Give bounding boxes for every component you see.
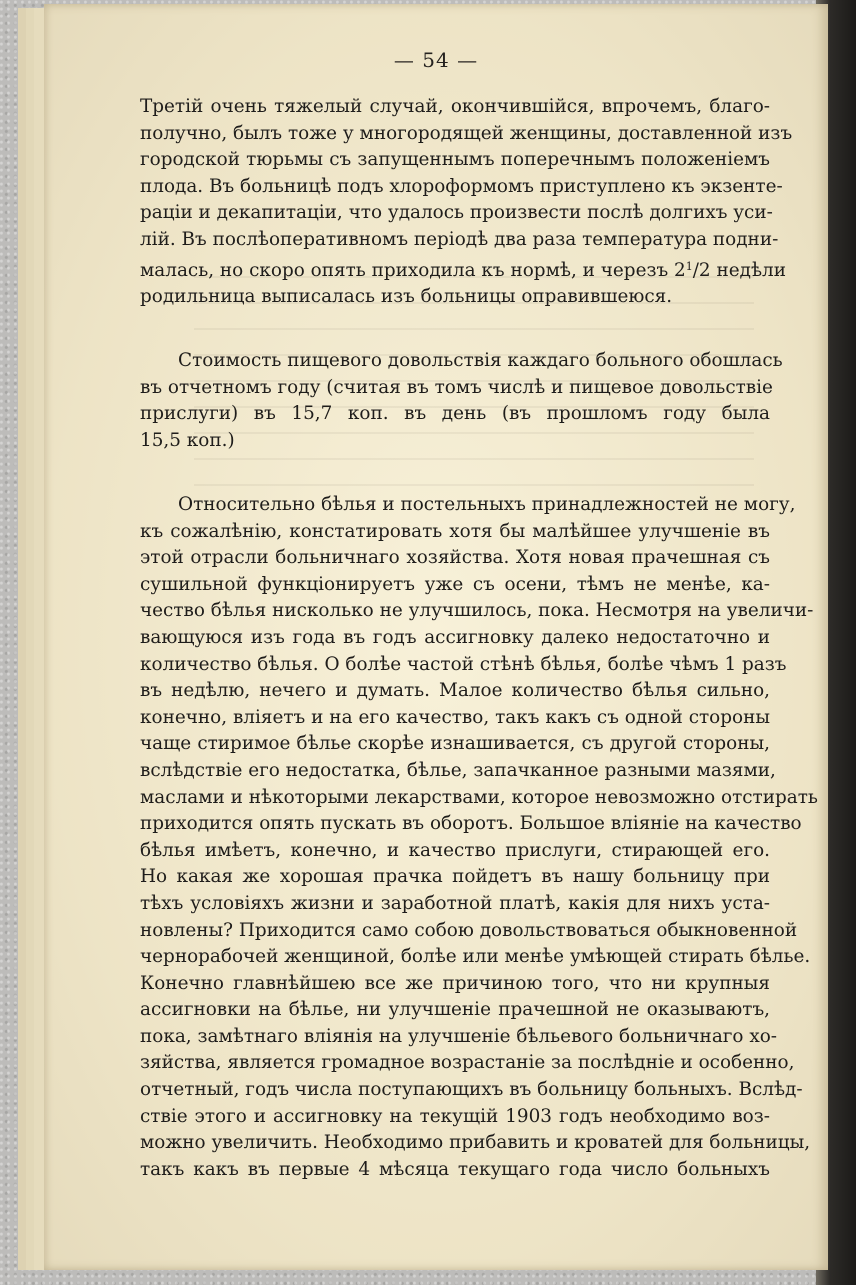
text-line: сушильной функціонируетъ уже съ осени, тѣмъ не менѣе, ка- xyxy=(140,573,770,595)
text-line: въ недѣлю, нечего и думать. Малое количество бѣлья сильно, xyxy=(140,680,770,702)
text-line: прислуги) въ 15,7 коп. въ день (въ прошломъ году была xyxy=(140,403,770,425)
text-line: бѣлья имѣетъ, конечно, и качество прислуги, стирающей его. xyxy=(140,839,770,861)
text-line: къ сожалѣнію, констатировать хотя бы малѣйшее улучшеніе въ xyxy=(140,520,770,542)
paragraph-2 xyxy=(140,348,783,454)
text-line: новлены? Приходится само собою довольствоваться обыкновенной xyxy=(140,919,798,941)
text-line: такъ какъ въ первые 4 мѣсяца текущаго года число больныхъ xyxy=(140,1158,770,1180)
text-line xyxy=(140,254,786,285)
text-line: 15,5 коп.) xyxy=(140,429,235,451)
text-line: въ отчетномъ году (считая въ томъ числѣ и пищевое довольствіе xyxy=(140,376,773,398)
page-number: — 54 — xyxy=(393,48,479,72)
text-line: маслами и нѣкоторыми лекарствами, которое невозможно отстирать xyxy=(140,786,818,808)
text-line: чаще стиримое бѣлье скорѣе изнашивается, съ другой стороны, xyxy=(140,733,770,755)
paragraph-1 xyxy=(140,94,793,311)
text-line: приходится опять пускать въ оборотъ. Большое вліяніе на качество xyxy=(140,813,802,835)
text-line: этой отрасли больничнаго хозяйства. Хотя новая прачешная съ xyxy=(140,547,770,569)
text-line: пока, замѣтнаго вліянія на улучшеніе бѣльевого больничнаго хо- xyxy=(140,1025,777,1047)
text-line: зяйства, является громадное возрастаніе за послѣдніе и особенно, xyxy=(140,1052,795,1074)
text-line: Но какая же хорошая прачка пойдетъ въ нашу больницу при xyxy=(140,866,770,888)
text-line: чество бѣлья нисколько не улучшилось, пока. Несмотря на увеличи- xyxy=(140,600,814,622)
text-line: Конечно главнѣйшею все же причиною того, что ни крупныя xyxy=(140,972,770,994)
text-line: родильница выписалась изъ больницы оправившеюся. xyxy=(140,286,673,308)
fraction-rest: /2 недѣли xyxy=(692,259,786,281)
text-line: чернорабочей женщиной, болѣе или менѣе умѣющей стирать бѣлье. xyxy=(140,946,811,968)
text-line: получно, былъ тоже у многородящей женщины, доставленной изъ xyxy=(140,122,793,144)
text-line: можно увеличить. Необходимо прибавить и кроватей для больницы, xyxy=(140,1132,811,1154)
text-line: лій. Въ послѣоперативномъ періодѣ два раза температура подни- xyxy=(140,228,779,250)
text-line: конечно, вліяетъ и на его качество, такъ какъ съ одной стороны xyxy=(140,706,770,728)
text-line: Третій очень тяжелый случай, окончившійся, впрочемъ, благо- xyxy=(140,96,770,117)
text-line: плода. Въ больницѣ подъ хлороформомъ приступлено къ экзенте- xyxy=(140,175,783,197)
paragraph-3 xyxy=(140,492,818,1183)
text-line: вающуюся изъ года въ годъ ассигновку далеко недостаточно и xyxy=(140,626,770,648)
document-page xyxy=(44,4,828,1270)
text-line: Стоимость пищевого довольствія каждаго больного обошлась xyxy=(178,350,783,371)
fraction-superscript: 1 xyxy=(685,259,693,273)
text-line: количество бѣлья. О болѣе частой стѣнѣ бѣлья, болѣе чѣмъ 1 разъ xyxy=(140,653,787,675)
text-line: городской тюрьмы съ запущеннымъ поперечнымъ положеніемъ xyxy=(140,149,770,171)
text-fragment: малась, но скоро опять приходила къ нормѣ, и черезъ 2 xyxy=(140,259,686,281)
text-line: тѣхъ условіяхъ жизни и заработной платѣ, какія для нихъ уста- xyxy=(140,892,770,914)
text-line: раціи и декапитаціи, что удалось произвести послѣ долгихъ уси- xyxy=(140,202,773,224)
text-line: вслѣдствіе его недостатка, бѣлье, запачканное разными мазями, xyxy=(140,759,776,781)
text-line: ствіе этого и ассигновку на текущій 1903 годъ необходимо воз- xyxy=(140,1105,770,1127)
text-line: отчетный, годъ числа поступающихъ въ больницу больныхъ. Вслѣд- xyxy=(140,1079,803,1101)
text-line: Относительно бѣлья и постельныхъ принадлежностей не могу, xyxy=(178,494,796,515)
text-line: ассигновки на бѣлье, ни улучшеніе прачешной не оказываютъ, xyxy=(140,999,770,1021)
